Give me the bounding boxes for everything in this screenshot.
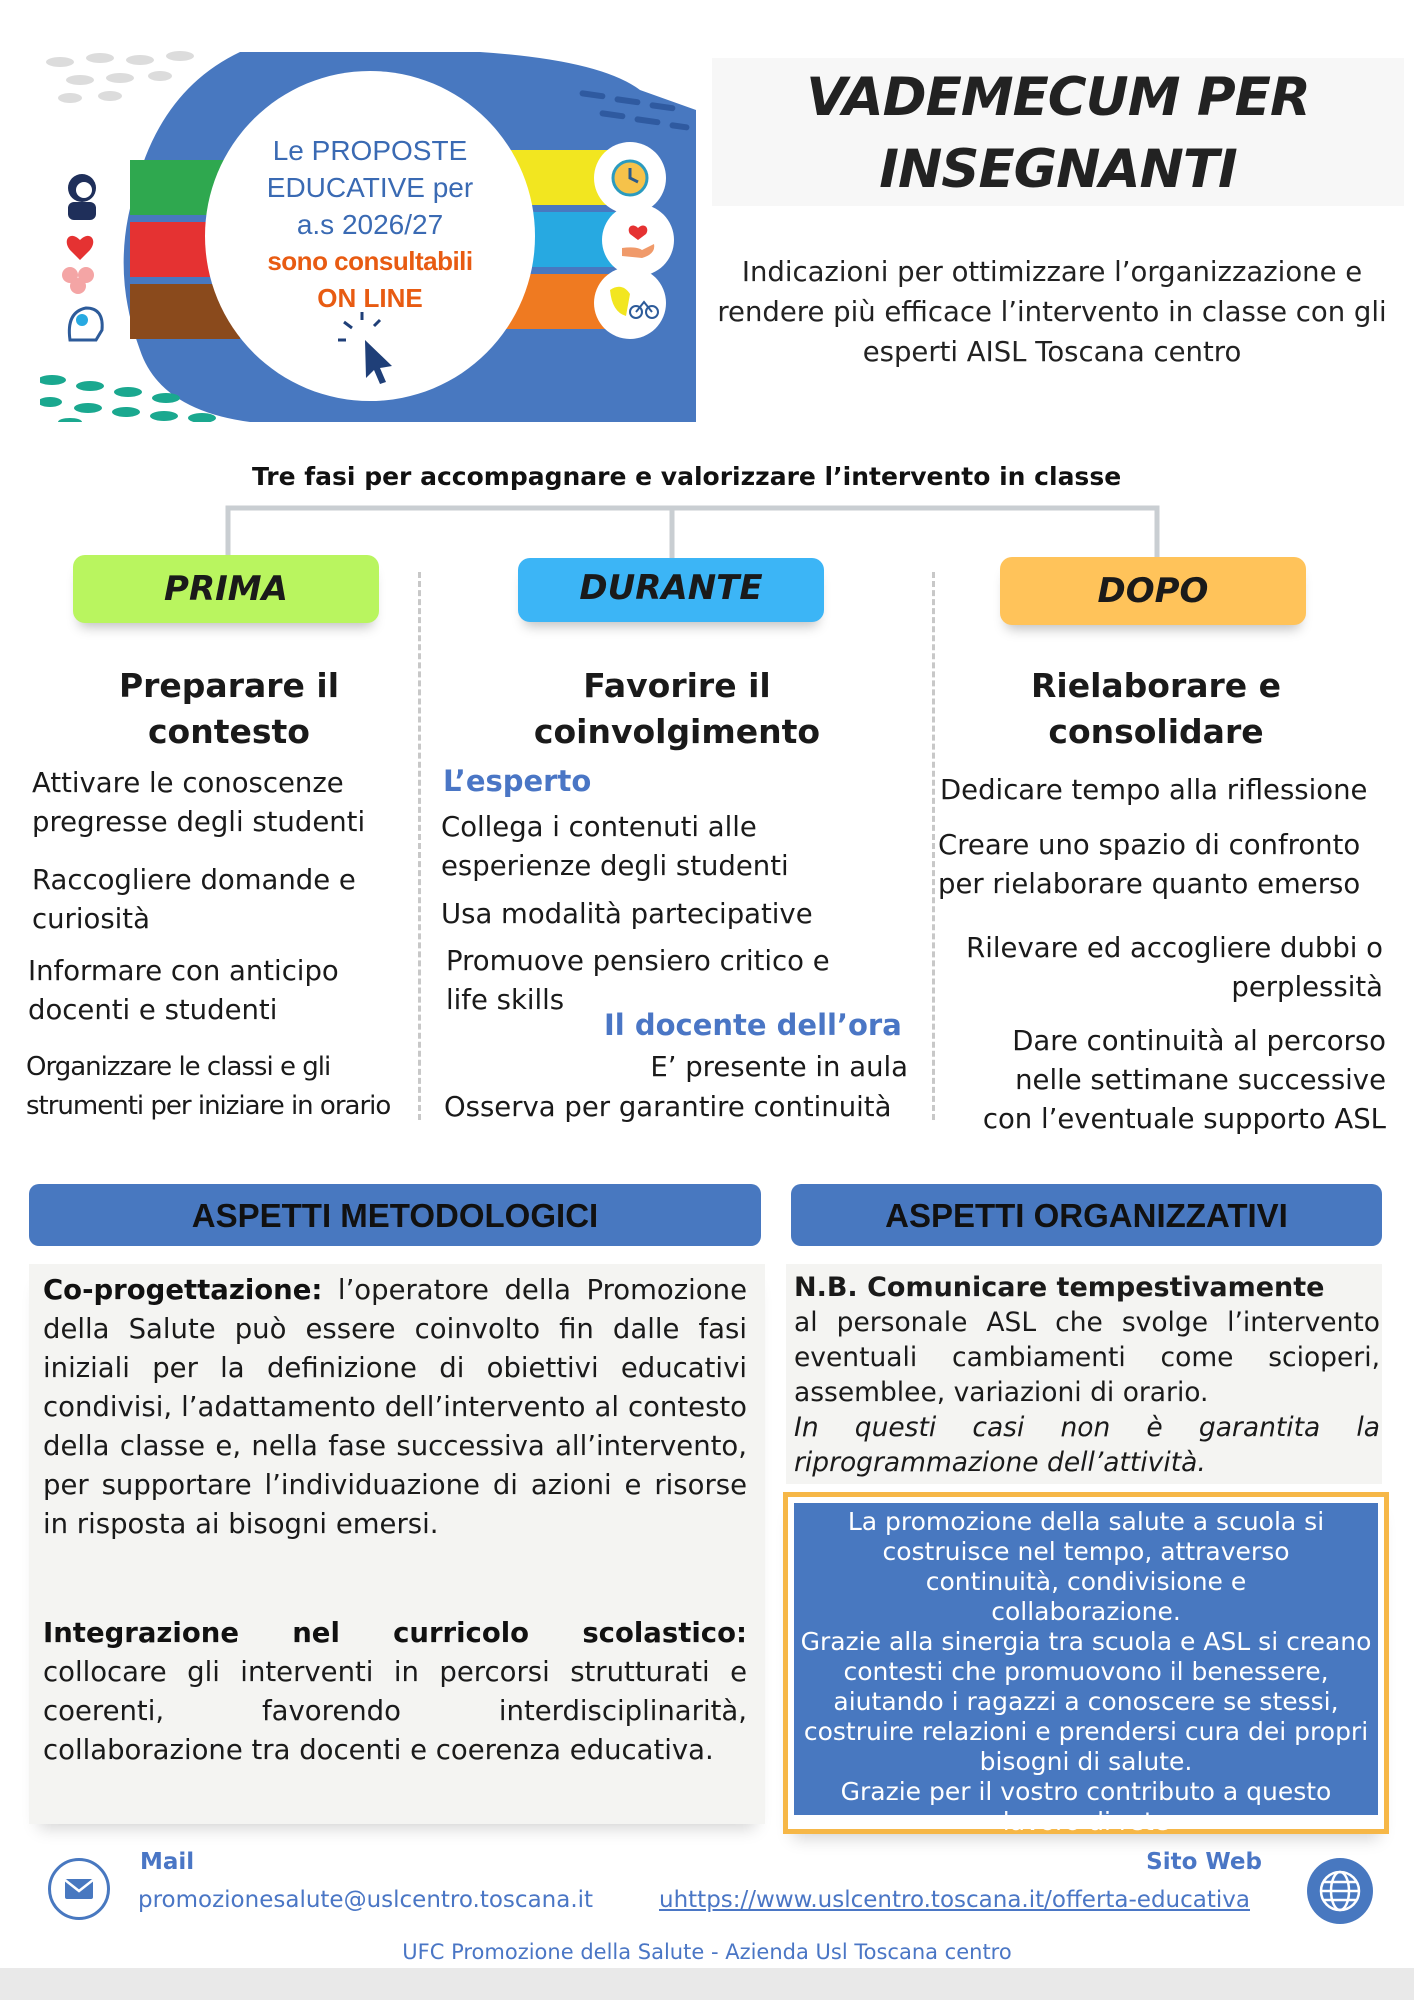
mail-icon[interactable] <box>48 1858 110 1920</box>
mail-link[interactable]: promozionesalute@uslcentro.toscana.it <box>138 1887 594 1913</box>
expert-heading: L’esperto <box>443 764 592 798</box>
web-label: Sito Web <box>1146 1849 1262 1875</box>
co-progettazione-label: Co-progettazione: <box>43 1274 323 1306</box>
column-divider-1 <box>418 572 421 1120</box>
curricolo-label: Integrazione nel curricolo scolastico: <box>43 1617 747 1649</box>
teacher-item: Osserva per garantire continuità <box>444 1091 892 1123</box>
nb-warning: In questi casi non è garantita la riprogrammazione dell’attività. <box>794 1412 1380 1478</box>
hero-line-2: EDUCATIVE per <box>266 172 474 203</box>
prima-item: Raccogliere domande e curiosità <box>32 864 356 935</box>
phase-durante-badge: DURANTE <box>518 558 824 622</box>
hero-text <box>200 132 540 317</box>
expert-item: Collega i contenuti alle esperienze degli studenti <box>441 811 789 882</box>
nb-heading: N.B. Comunicare tempestivamente <box>794 1272 1325 1303</box>
phases-heading: Tre fasi per accompagnare e valorizzare l’intervento in classe <box>252 462 1122 491</box>
teacher-item: E’ presente in aula <box>650 1051 908 1083</box>
phase-dopo-badge: DOPO <box>1000 557 1306 625</box>
teacher-heading: Il docente dell’ora <box>604 1008 902 1042</box>
prima-item: Attivare le conoscenze pregresse degli studenti <box>32 767 366 838</box>
bike-badge <box>594 267 666 339</box>
footer-credit: UFC Promozione della Salute - Azienda Usl Toscana centro <box>402 1940 1012 1964</box>
bottom-strip <box>0 1968 1414 2000</box>
message-frame <box>783 1492 1389 1834</box>
clock-icon <box>613 161 647 195</box>
organizzativi-header: ASPETTI ORGANIZZATIVI <box>791 1184 1382 1246</box>
globe-icon[interactable] <box>1307 1858 1373 1924</box>
message-text-1: La promozione della salute a scuola si costruisce nel tempo, attraverso continuità, condivisione e collaborazione. <box>847 1507 1325 1626</box>
metodologici-header: ASPETTI METODOLOGICI <box>29 1184 761 1246</box>
expert-item: Promuove pensiero critico e life skills <box>446 945 830 1016</box>
curricolo-paragraph <box>43 1614 747 1770</box>
dopo-item: Creare uno spazio di confronto per rielaborare quanto emerso <box>938 829 1361 900</box>
prima-title <box>70 663 388 755</box>
dopo-title <box>1000 663 1312 755</box>
expert-item: Usa modalità partecipative <box>441 898 813 930</box>
title-line-1: VADEMECUM PER <box>806 67 1310 128</box>
hero-line-4: sono consultabili <box>267 246 473 276</box>
message-text-2: Grazie alla sinergia tra scuola e ASL si creano contesti che promuovono il benessere, aiutando i ragazzi a conoscere se stessi, costruire relazioni e prendersi cura dei propri bisogni di salute. <box>800 1627 1372 1776</box>
flower-icon <box>62 267 94 294</box>
hero-line-1: Le PROPOSTE <box>272 135 468 166</box>
message-text-3: Grazie per il vostro contributo a questo lavoro di rete <box>840 1777 1332 1836</box>
co-progettazione-text: l’operatore della Promozione della Salute può essere coinvolto fin dalle fasi iniziali per la definizione di obiettivi educativi condivisi, l’adattamento dell’intervento al contesto della classe e, nella fase successiva all’intervento, per supportare l’individuazione di azioni e risorse in risposta ai bisogni emersi. <box>43 1274 747 1540</box>
doctor-icon <box>68 174 96 220</box>
prima-item: Informare con anticipo docenti e studenti <box>28 955 339 1026</box>
dopo-title-line-2: consolidare <box>1048 712 1264 751</box>
mail-label: Mail <box>140 1849 195 1875</box>
message-box <box>794 1503 1378 1836</box>
nb-text: al personale ASL che svolge l’intervento eventuali cambiamenti come scioperi, assemblee, variazioni di orario. <box>794 1307 1380 1408</box>
column-divider-2 <box>932 572 935 1120</box>
dopo-item: Rilevare ed accogliere dubbi o perplessità <box>966 932 1383 1003</box>
nb-block <box>794 1270 1380 1480</box>
page-subtitle: Indicazioni per ottimizzare l’organizzazione e rendere più efficace l’intervento in classe con gli esperti AISL Toscana centro <box>717 256 1387 368</box>
dopo-title-line-1: Rielaborare e <box>1030 666 1282 705</box>
prima-item: Organizzare le classi e gli strumenti per iniziare in orario <box>26 1052 391 1121</box>
durante-title-line-1: Favorire il <box>583 666 771 705</box>
hero-line-5: ON LINE <box>317 283 423 313</box>
web-link[interactable]: uhttps://www.uslcentro.toscana.it/offerta-educativa <box>659 1887 1250 1913</box>
co-progettazione-paragraph <box>43 1271 747 1544</box>
dopo-item: Dare continuità al percorso nelle settimane successive con l’eventuale supporto ASL <box>982 1025 1386 1135</box>
hero-line-3: a.s 2026/27 <box>296 209 444 240</box>
page-title <box>712 62 1404 206</box>
durante-title <box>500 663 854 755</box>
prima-title-line-1: Preparare il <box>118 666 340 705</box>
title-line-2: INSEGNANTI <box>879 139 1237 200</box>
prima-title-line-2: contesto <box>148 712 310 751</box>
phase-prima-badge: PRIMA <box>73 555 379 623</box>
head-icon <box>69 308 102 340</box>
hero-banner <box>40 50 700 422</box>
durante-title-line-2: coinvolgimento <box>533 712 821 751</box>
curricolo-text: collocare gli interventi in percorsi strutturati e coerenti, favorendo interdisciplinarità, collaborazione tra docenti e coerenza educativa. <box>43 1656 747 1766</box>
dopo-item: Dedicare tempo alla riflessione <box>940 774 1368 806</box>
heart-icon <box>67 236 94 260</box>
decor-marks <box>46 51 194 103</box>
